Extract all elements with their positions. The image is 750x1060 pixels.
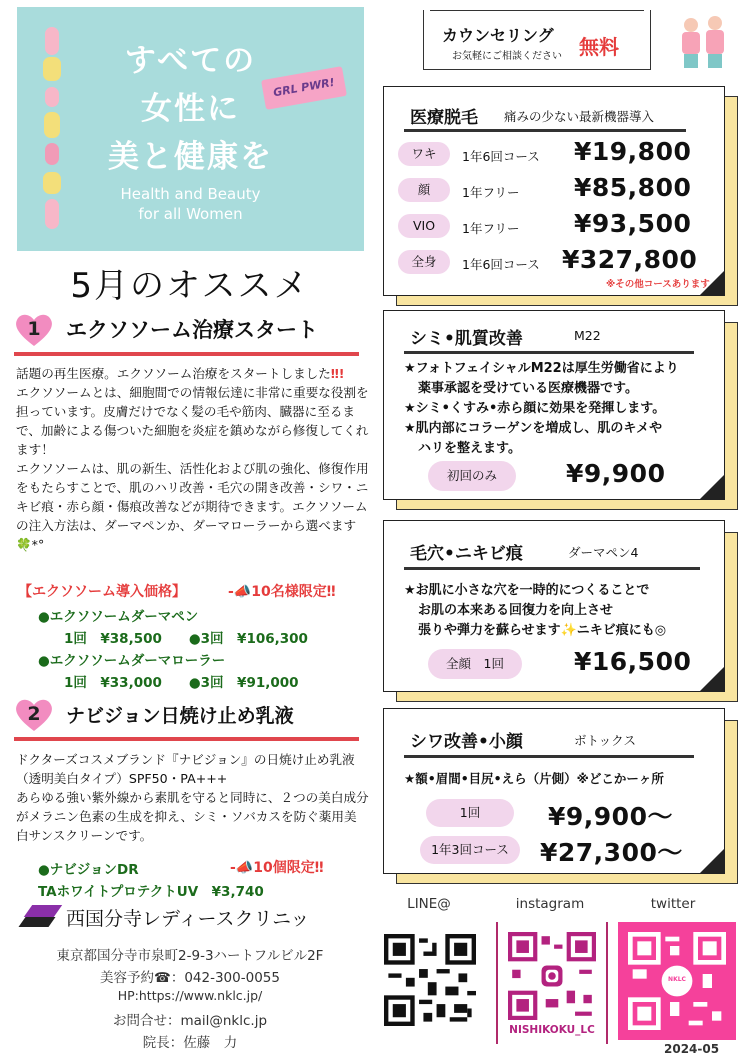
bullet-text: ★フォトフェイシャルM22は厚生労働省により [404,361,679,376]
nklc-logo-text: NKLC [668,976,686,983]
navision-dr: ●ナビジョンDR [38,862,139,878]
plan-text: 1年フリー [462,185,520,200]
shiwa-sub: ボトックス [574,733,637,748]
women-cheer-illustration [676,10,736,70]
instagram-label: instagram [515,896,585,912]
clinic-address: 東京都国分寺市泉町2-9-3ハートフルビル2F [56,948,324,964]
keana-card [383,520,725,692]
shiwa-pill-1: 1回 [426,799,514,827]
shiwa-bullet: ★額•眉間•目尻•えら（片側）※どこかーヶ所 [404,771,664,786]
section-1-divider [14,352,359,356]
twitter-label: twitter [650,896,696,912]
datsumo-sub: 痛みの少ない最新機器導入 [504,109,655,124]
counseling-free: 無料 [579,35,619,59]
bullet-text: 張りや弾力を蘇らせます✨ニキビ痕にも◎ [418,623,667,638]
area-pill: VIO [398,214,450,238]
area-pill: 全身 [398,250,450,274]
hero-line-1: すべての [124,43,257,79]
shimi-divider [404,351,694,354]
shiwa-price-1: ¥9,900〜 [548,802,673,831]
sec1-paragraph-1: 話題の再生医療。エクソソーム治療をスタートしました [16,366,331,381]
sec2-paragraph-2: あらゆる強い紫外線から素肌を守ると同時に、２つの美白成分がメラニン色素の生成を抑え、シミ・ソバカスを防ぐ薬用美白サンスクリーンです。 [16,790,369,843]
line-qr-code[interactable] [384,934,476,1026]
navision-limit: -📣10個限定‼ [230,860,324,876]
section-1-number: 1 [27,318,41,340]
promo-label: 【エクソソーム導入価格】 [18,584,186,600]
instagram-qr-code[interactable] [508,932,596,1020]
price-text: ¥327,800 [562,245,698,274]
month-title: 5月のオススメ [70,266,310,306]
issue-date: 2024-05 [664,1042,720,1056]
counseling-title: カウンセリング [442,26,554,45]
sec1-exclaim: ‼! [330,366,345,381]
heart-icon [14,312,54,348]
datsumo-card [383,86,725,296]
flag-text: GRL PWR! [272,75,336,100]
shimi-price: ¥9,900 [566,459,666,488]
plan-text: 1年6回コース [462,149,540,164]
area-pill: ワキ [398,142,450,166]
datsumo-title: 医療脱毛 [410,108,478,128]
section-1-title: エクソソーム治療スタート [66,318,318,342]
shiwa-price-2: ¥27,300〜 [540,838,683,867]
hero-line-3: 美と健康を [108,139,273,175]
keana-divider [404,567,700,570]
datsumo-note: ※その他コースあります [606,279,710,290]
section-2-header [14,697,374,733]
bullet-text: ★肌内部にコラーゲンを増成し、肌のキメや [404,421,663,436]
bullet-text: 薬事承認を受けている医療機器です。 [418,381,638,396]
counseling-box [423,10,651,70]
clinic-logo [22,905,56,927]
plan-text: 1年6回コース [462,257,540,272]
bullet-text: ★シミ•くすみ•赤ら顔に効果を発揮します。 [404,401,666,416]
keana-title: 毛穴•ニキビ痕 [410,544,523,564]
bullet-text: ハリを整えます。 [418,441,521,456]
exosome-dermapen-prices: 1回 ¥38,500 ●3回 ¥106,300 [64,631,308,647]
shiwa-pill-2: 1年3回コース [420,836,520,864]
instagram-qr-frame[interactable] [496,922,608,1044]
clinic-name: 西国分寺レディースクリニッ [66,908,310,930]
section-2-body [16,750,369,845]
shiwa-card [383,708,725,874]
bullet-text: お肌の本来ある回復力を向上させ [418,603,614,618]
shimi-pill: 初回のみ [428,461,516,491]
sec1-paragraph-3: エクソソームは、肌の新生、活性化および肌の強化、修復作用をもたらすことで、肌のハリ改善・毛穴の開き改善・シワ・ニキビ痕・赤ら顔・傷痕改善などが期待できます。エクソソームの注入方法は、ダーマペンか、ダーマローラーから選べます🍀*° [16,461,369,552]
shimi-card [383,310,725,500]
bullet-text: ★お肌に小さな穴を一時的につくることで [404,583,650,598]
section-2-divider [14,737,359,741]
exosome-dermaroller: ●エクソソームダーマローラー [38,653,226,669]
price-text: ¥93,500 [574,209,692,238]
hero-en-1: Health and Beauty [120,185,261,203]
instagram-handle: NISHIKOKU_LC [509,1024,595,1036]
clinic-mail[interactable]: お問合せ：mail@nklc.jp [112,1013,268,1029]
clinic-hp[interactable]: HP:https://www.nklc.jp/ [117,988,263,1003]
sec2-paragraph-1: ドクターズコスメブランド『ナビジョン』の日焼け止め乳液（透明美白タイプ）SPF50・PA+++ [16,752,355,786]
area-pill: 顔 [398,178,450,202]
shimi-bullets [404,359,722,459]
clinic-tel: 美容予約☎：042-300-0055 [100,970,280,986]
section-1-body [16,364,369,554]
section-1-header [14,312,374,348]
shimi-title: シミ•肌質改善 [410,329,523,349]
shiwa-divider [404,755,694,758]
line-label: LINE@ [407,896,451,912]
datsumo-divider [404,129,686,132]
exosome-dermaroller-prices: 1回 ¥33,000 ●3回 ¥91,000 [64,675,299,691]
shiwa-title: シワ改善•小顔 [410,732,523,752]
exosome-dermapen: ●エクソソームダーマペン [38,609,199,625]
hero-line-2: 女性に [141,91,240,127]
heart-icon [14,697,54,733]
section-2-number: 2 [27,703,41,725]
promo-limit: -📣10名様限定‼ [228,584,336,600]
twitter-qr-frame[interactable] [618,922,736,1040]
section-2-title: ナビジョン日焼け止め乳液 [66,705,294,727]
keana-price: ¥16,500 [574,647,692,676]
hero-en-2: for all Women [138,205,243,223]
counseling-sub: お気軽にご相談ください [452,51,562,62]
price-text: ¥85,800 [574,173,692,202]
hero-banner [17,7,364,251]
keana-sub: ダーマペン4 [568,545,639,560]
clinic-director: 院長：佐藤 力 [142,1035,238,1051]
shimi-sub: M22 [574,328,601,343]
keana-pill: 全顔 1回 [428,649,522,679]
plan-text: 1年フリー [462,221,520,236]
sec1-paragraph-2: エクソソームとは、細胞間での情報伝達に非常に重要な役割を担っています。皮膚だけでなく髪の毛や筋肉、臓器に至るまで、加齢による傷ついた細胞を炎症を鎮めながら修復してくれます！ [16,385,369,457]
navision-product: TAホワイトプロテクトUV ¥3,740 [38,884,264,900]
keana-bullets [404,581,722,641]
price-text: ¥19,800 [574,137,692,166]
